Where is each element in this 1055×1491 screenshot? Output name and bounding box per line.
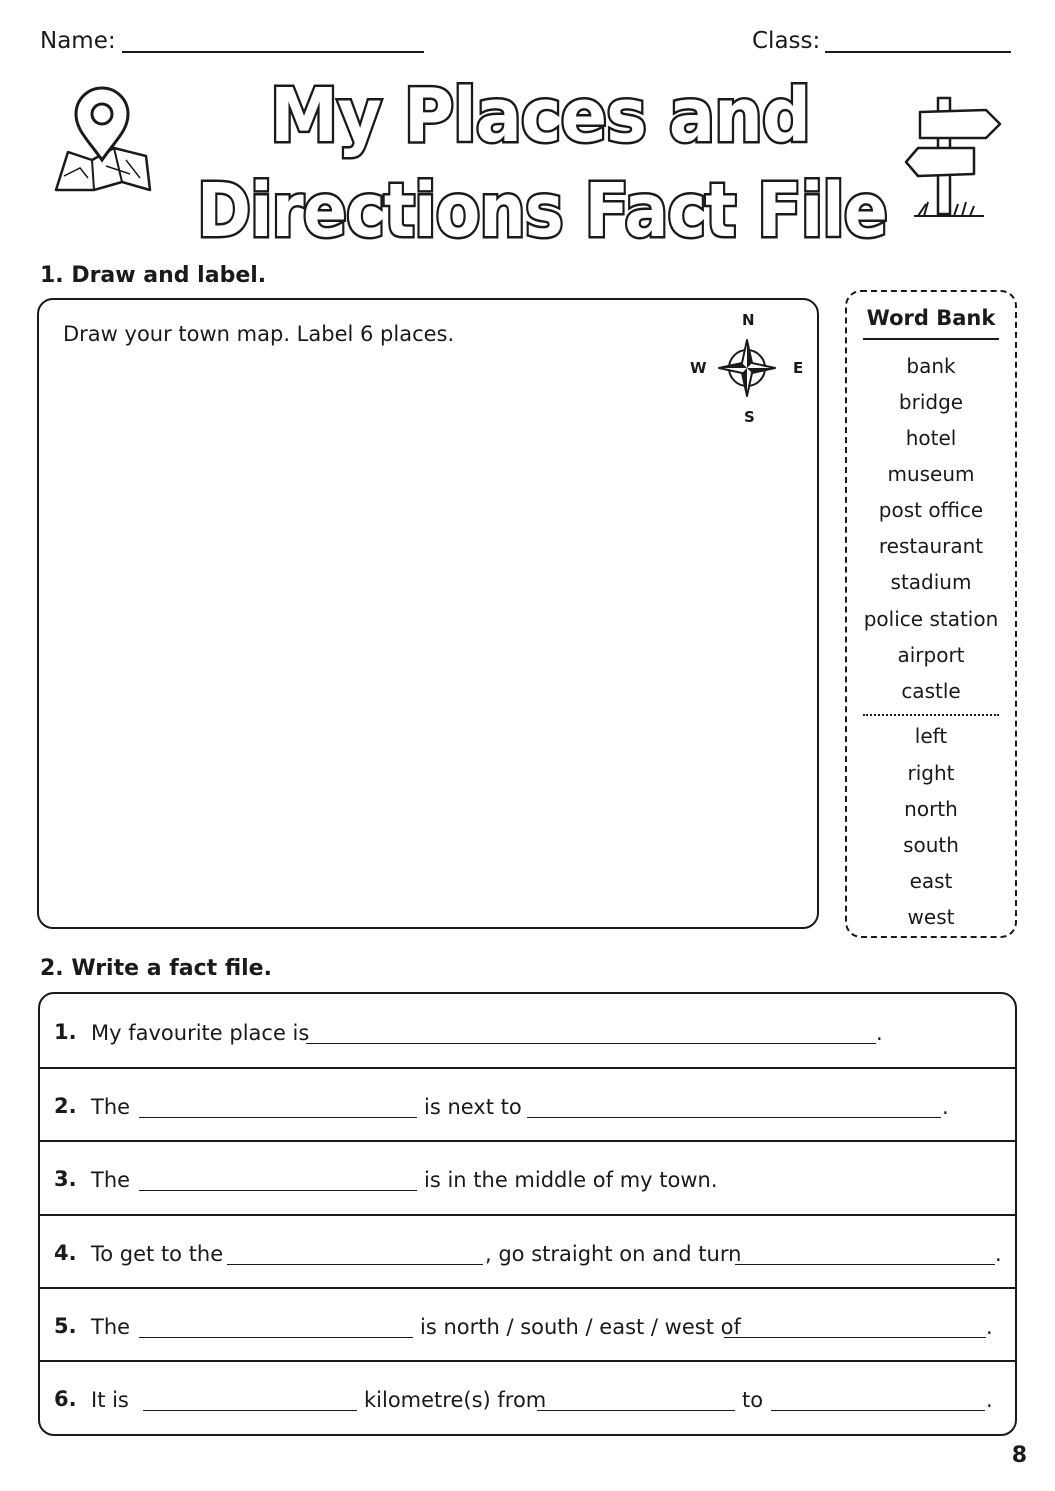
- fact-blank[interactable]: [227, 1263, 483, 1265]
- fact-blank[interactable]: [139, 1189, 417, 1191]
- word-bank-item: bank: [906, 354, 956, 378]
- fact-blank[interactable]: [537, 1409, 735, 1411]
- name-blank[interactable]: [122, 51, 424, 53]
- class-label: Class:: [752, 28, 821, 54]
- fact-blank[interactable]: [306, 1042, 876, 1044]
- fact-blank[interactable]: [139, 1336, 413, 1338]
- fact-file-box: [38, 992, 1017, 1436]
- fact-text: .: [995, 1242, 1002, 1266]
- word-bank-item: castle: [901, 679, 961, 703]
- fact-blank[interactable]: [735, 1263, 995, 1265]
- word-bank-item: south: [903, 833, 959, 857]
- fact-text: It is: [91, 1388, 129, 1412]
- title-line-1: My Places and: [270, 73, 810, 159]
- compass-south: S: [744, 408, 755, 426]
- fact-text: .: [986, 1388, 993, 1412]
- fact-text: , go straight on and turn: [485, 1242, 742, 1266]
- word-bank-item: right: [907, 761, 955, 785]
- word-bank-item: airport: [897, 643, 965, 667]
- fact-text: .: [876, 1021, 883, 1045]
- fact-number: 5.: [54, 1314, 77, 1338]
- word-bank-item: museum: [887, 462, 975, 486]
- fact-text: .: [986, 1315, 993, 1339]
- compass-star-icon: [717, 338, 777, 398]
- fact-text: to: [742, 1388, 764, 1412]
- section-2-title: 2. Write a fact file.: [40, 956, 272, 981]
- word-bank-item: east: [909, 869, 953, 893]
- fact-row-2: [40, 1067, 1015, 1140]
- signpost-icon: [900, 92, 1004, 222]
- fact-number: 6.: [54, 1387, 77, 1411]
- fact-text: .: [942, 1095, 949, 1119]
- fact-number: 3.: [54, 1167, 77, 1191]
- word-bank-item: west: [907, 905, 955, 929]
- section-1-title: 1. Draw and label.: [40, 263, 267, 288]
- fact-row-5: [40, 1287, 1015, 1360]
- title-line-2: Directions Fact File: [197, 168, 887, 254]
- word-bank-item: post office: [878, 498, 984, 522]
- fact-number: 2.: [54, 1094, 77, 1118]
- compass-rose: [685, 308, 809, 432]
- compass-north: N: [742, 311, 755, 329]
- page-number: 8: [1011, 1443, 1027, 1468]
- page-title: [180, 66, 900, 256]
- word-bank-title-underline: [863, 338, 999, 340]
- fact-blank[interactable]: [527, 1116, 941, 1118]
- fact-row-3: [40, 1140, 1015, 1213]
- fact-text: The: [91, 1168, 131, 1192]
- map-drawing-area[interactable]: [37, 298, 819, 929]
- map-instruction: Draw your town map. Label 6 places.: [63, 322, 455, 346]
- compass-east: E: [793, 359, 804, 377]
- fact-row-4: [40, 1214, 1015, 1287]
- fact-blank[interactable]: [724, 1336, 986, 1338]
- fact-number: 4.: [54, 1241, 77, 1265]
- word-bank-item: bridge: [898, 390, 964, 414]
- word-bank: [845, 290, 1017, 938]
- word-bank-item: restaurant: [878, 534, 984, 558]
- word-bank-item: hotel: [905, 426, 957, 450]
- word-bank-title: Word Bank: [866, 306, 996, 330]
- word-bank-item: stadium: [890, 570, 972, 594]
- fact-blank[interactable]: [771, 1409, 985, 1411]
- fact-row-6: [40, 1360, 1015, 1433]
- map-pin-icon: [50, 86, 154, 194]
- fact-text: kilometre(s) from: [364, 1388, 547, 1412]
- fact-text: The: [91, 1315, 131, 1339]
- word-bank-item: left: [914, 724, 948, 748]
- fact-blank[interactable]: [143, 1409, 357, 1411]
- fact-text: To get to the: [91, 1242, 224, 1266]
- word-bank-divider: [863, 714, 999, 716]
- compass-west: W: [690, 359, 707, 377]
- fact-number: 1.: [54, 1020, 77, 1044]
- fact-text: The: [91, 1095, 131, 1119]
- fact-text: is next to: [424, 1095, 522, 1119]
- fact-text: is in the middle of my town.: [424, 1168, 718, 1192]
- fact-text: My favourite place is: [91, 1021, 310, 1045]
- name-label: Name:: [40, 28, 116, 54]
- fact-blank[interactable]: [139, 1116, 417, 1118]
- fact-row-1: [40, 994, 1015, 1067]
- fact-text: is north / south / east / west of: [420, 1315, 741, 1339]
- word-bank-item: police station: [863, 607, 999, 631]
- word-bank-item: north: [904, 797, 958, 821]
- class-blank[interactable]: [825, 51, 1011, 53]
